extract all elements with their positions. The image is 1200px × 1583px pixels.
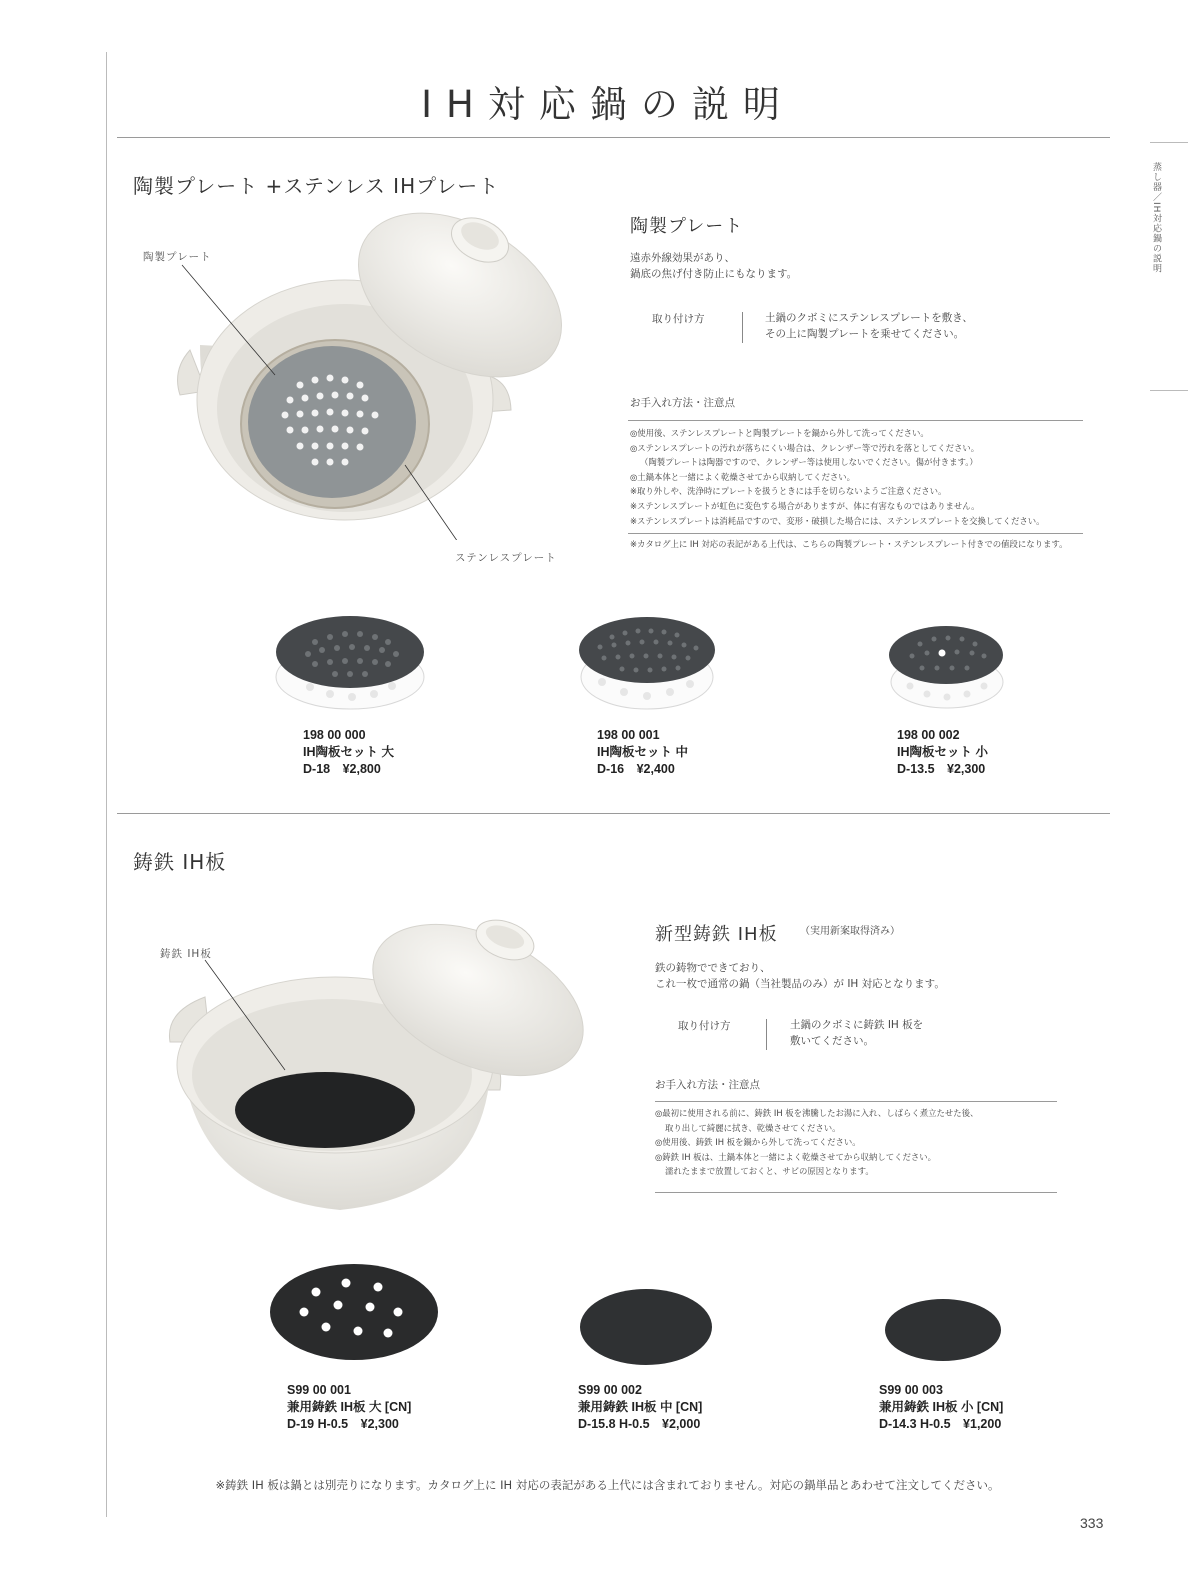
care-item: ※取り外しや、洗浄時にプレートを扱うときには手を切らないようご注意ください。 <box>630 486 947 497</box>
product-198-00-000 <box>303 727 394 778</box>
care-item: ※ステンレスプレートは消耗品ですので、変形・破損した場合には、ステンレスプレートを交換してください。 <box>630 515 1045 526</box>
product-plate-small-image <box>882 620 1012 710</box>
section2-title: 鋳鉄 IH板 <box>133 850 227 874</box>
product-198-00-001 <box>597 727 688 778</box>
product-spec: D-14.3 H-0.5 ¥1,200 <box>879 1417 1002 1431</box>
section1-desc <box>630 250 797 282</box>
label-ceramic-plate: 陶製プレート <box>143 251 212 263</box>
section1-desc-line: 鍋底の焦げ付き防止にもなります。 <box>630 268 798 280</box>
section2-install-divider <box>766 1019 767 1050</box>
side-tab-rule-bottom <box>1150 390 1188 391</box>
page-title: IH対応鍋の説明 <box>421 83 794 126</box>
section1-install-line: 土鍋のクボミにステンレスプレートを敷き、 <box>765 312 973 324</box>
section2-install-line: 敷いてください。 <box>790 1035 874 1047</box>
product-spec: D-15.8 H-0.5 ¥2,000 <box>578 1417 701 1431</box>
section2-heading-note: （実用新案取得済み） <box>800 926 900 937</box>
section1-care-rule-top <box>628 420 1083 421</box>
product-code: 198 00 002 <box>897 728 960 742</box>
care-item: ◎使用後、ステンレスプレートと陶製プレートを鍋から外して洗ってください。 <box>630 428 929 438</box>
product-s99-00-001 <box>287 1382 411 1433</box>
product-name: 兼用鋳鉄 IH板 中 [CN] <box>578 1400 703 1414</box>
product-name: 兼用鋳鉄 IH板 小 [CN] <box>879 1400 1004 1414</box>
section1-install-divider <box>742 312 743 343</box>
label-stainless-plate: ステンレスプレート <box>455 552 557 564</box>
care-item: ◎土鍋本体と一緒によく乾燥させてから収納してください。 <box>630 471 856 482</box>
product-spec: D-19 H-0.5 ¥2,300 <box>287 1417 399 1431</box>
section1-care-title: お手入れ方法・注意点 <box>630 397 735 409</box>
section2-desc-line: 鉄の鋳物でできており、 <box>655 962 771 974</box>
care-item: 濡れたままで放置しておくと、サビの原因となります。 <box>665 1166 874 1177</box>
section2-desc <box>655 960 945 992</box>
left-margin-line <box>106 52 107 1517</box>
care-item: ◎鋳鉄 IH 板は、土鍋本体と一緒によく乾燥させてから収納してください。 <box>655 1151 937 1162</box>
title-rule <box>117 137 1110 138</box>
product-spec: D-18 ¥2,800 <box>303 762 381 776</box>
section1-heading: 陶製プレート <box>630 216 744 237</box>
iron-plate-large-image <box>266 1257 442 1367</box>
product-spec: D-16 ¥2,400 <box>597 762 675 776</box>
section2-install-text <box>790 1017 923 1049</box>
product-code: S99 00 002 <box>578 1383 642 1397</box>
section1-care-rule-bottom <box>628 533 1083 534</box>
section2-heading: 新型鋳鉄 IH板 <box>655 924 778 945</box>
product-code: 198 00 001 <box>597 728 660 742</box>
section1-care-list <box>630 426 1044 528</box>
product-s99-00-002 <box>578 1382 702 1433</box>
product-code: S99 00 003 <box>879 1383 943 1397</box>
section2-care-title: お手入れ方法・注意点 <box>655 1079 760 1091</box>
ceramic-pot-image <box>160 200 580 540</box>
page-number: 333 <box>1080 1515 1104 1531</box>
footer-note: ※鋳鉄 IH 板は鍋とは別売りになります。カタログ上に IH 対応の表記がある上代には含まれておりません。対応の鍋単品とあわせて注文してください。 <box>215 1478 1000 1492</box>
iron-plate-medium-image <box>576 1285 716 1370</box>
iron-plate-small-image <box>882 1295 1004 1365</box>
section-divider <box>117 813 1110 814</box>
section2-install-line: 土鍋のクボミに鋳鉄 IH 板を <box>790 1019 924 1031</box>
side-tab: 蒸し器／IH対応鍋の説明 <box>1151 162 1161 274</box>
side-tab-rule-top <box>1150 142 1188 143</box>
product-name: IH陶板セット 小 <box>897 745 988 759</box>
section2-care-rule-bottom <box>655 1192 1057 1193</box>
care-item: 取り出して綺麗に拭き、乾燥させてください。 <box>665 1122 841 1133</box>
label-iron-plate: 鋳鉄 IH板 <box>160 948 212 960</box>
section2-install-label: 取り付け方 <box>678 1020 731 1032</box>
section1-install-text <box>765 310 973 342</box>
section2-care-rule-top <box>655 1101 1057 1102</box>
product-plate-medium-image <box>572 612 722 712</box>
product-198-00-002 <box>897 727 988 778</box>
care-item: ◎ステンレスプレートの汚れが落ちにくい場合は、クレンザー等で汚れを落としてください。 <box>630 442 980 453</box>
care-item: ※ステンレスプレートが虹色に変色する場合がありますが、体に有害なものではありません。 <box>630 500 980 511</box>
section1-install-label: 取り付け方 <box>652 313 705 325</box>
product-name: 兼用鋳鉄 IH板 大 [CN] <box>287 1400 412 1414</box>
section1-install-line: その上に陶製プレートを乗せてください。 <box>765 328 965 340</box>
section1-desc-line: 遠赤外線効果があり、 <box>630 252 735 264</box>
section2-care-list <box>655 1106 978 1179</box>
care-item: （陶製プレートは陶器ですので、クレンザー等は使用しないでください。傷が付きます。） <box>640 457 978 468</box>
iron-pot-image <box>160 915 600 1215</box>
section1-title: 陶製プレート +ステンレス IHプレート <box>133 174 500 198</box>
product-s99-00-003 <box>879 1382 1003 1433</box>
product-spec: D-13.5 ¥2,300 <box>897 762 986 776</box>
product-code: 198 00 000 <box>303 728 366 742</box>
product-plate-large-image <box>270 612 430 712</box>
product-name: IH陶板セット 大 <box>303 745 394 759</box>
product-name: IH陶板セット 中 <box>597 745 688 759</box>
product-code: S99 00 001 <box>287 1383 351 1397</box>
section2-desc-line: これ一枚で通常の鍋（当社製品のみ）が IH 対応となります。 <box>655 978 945 990</box>
section1-note: ※カタログ上に IH 対応の表記がある上代は、こちらの陶製プレート・ステンレスプレート付きでの値段になります。 <box>630 539 1068 549</box>
care-item: ◎使用後、鋳鉄 IH 板を鍋から外して洗ってください。 <box>655 1137 861 1148</box>
care-item: ◎最初に使用される前に、鋳鉄 IH 板を沸騰したお湯に入れ、しばらく煮立たせた後、 <box>655 1108 979 1118</box>
